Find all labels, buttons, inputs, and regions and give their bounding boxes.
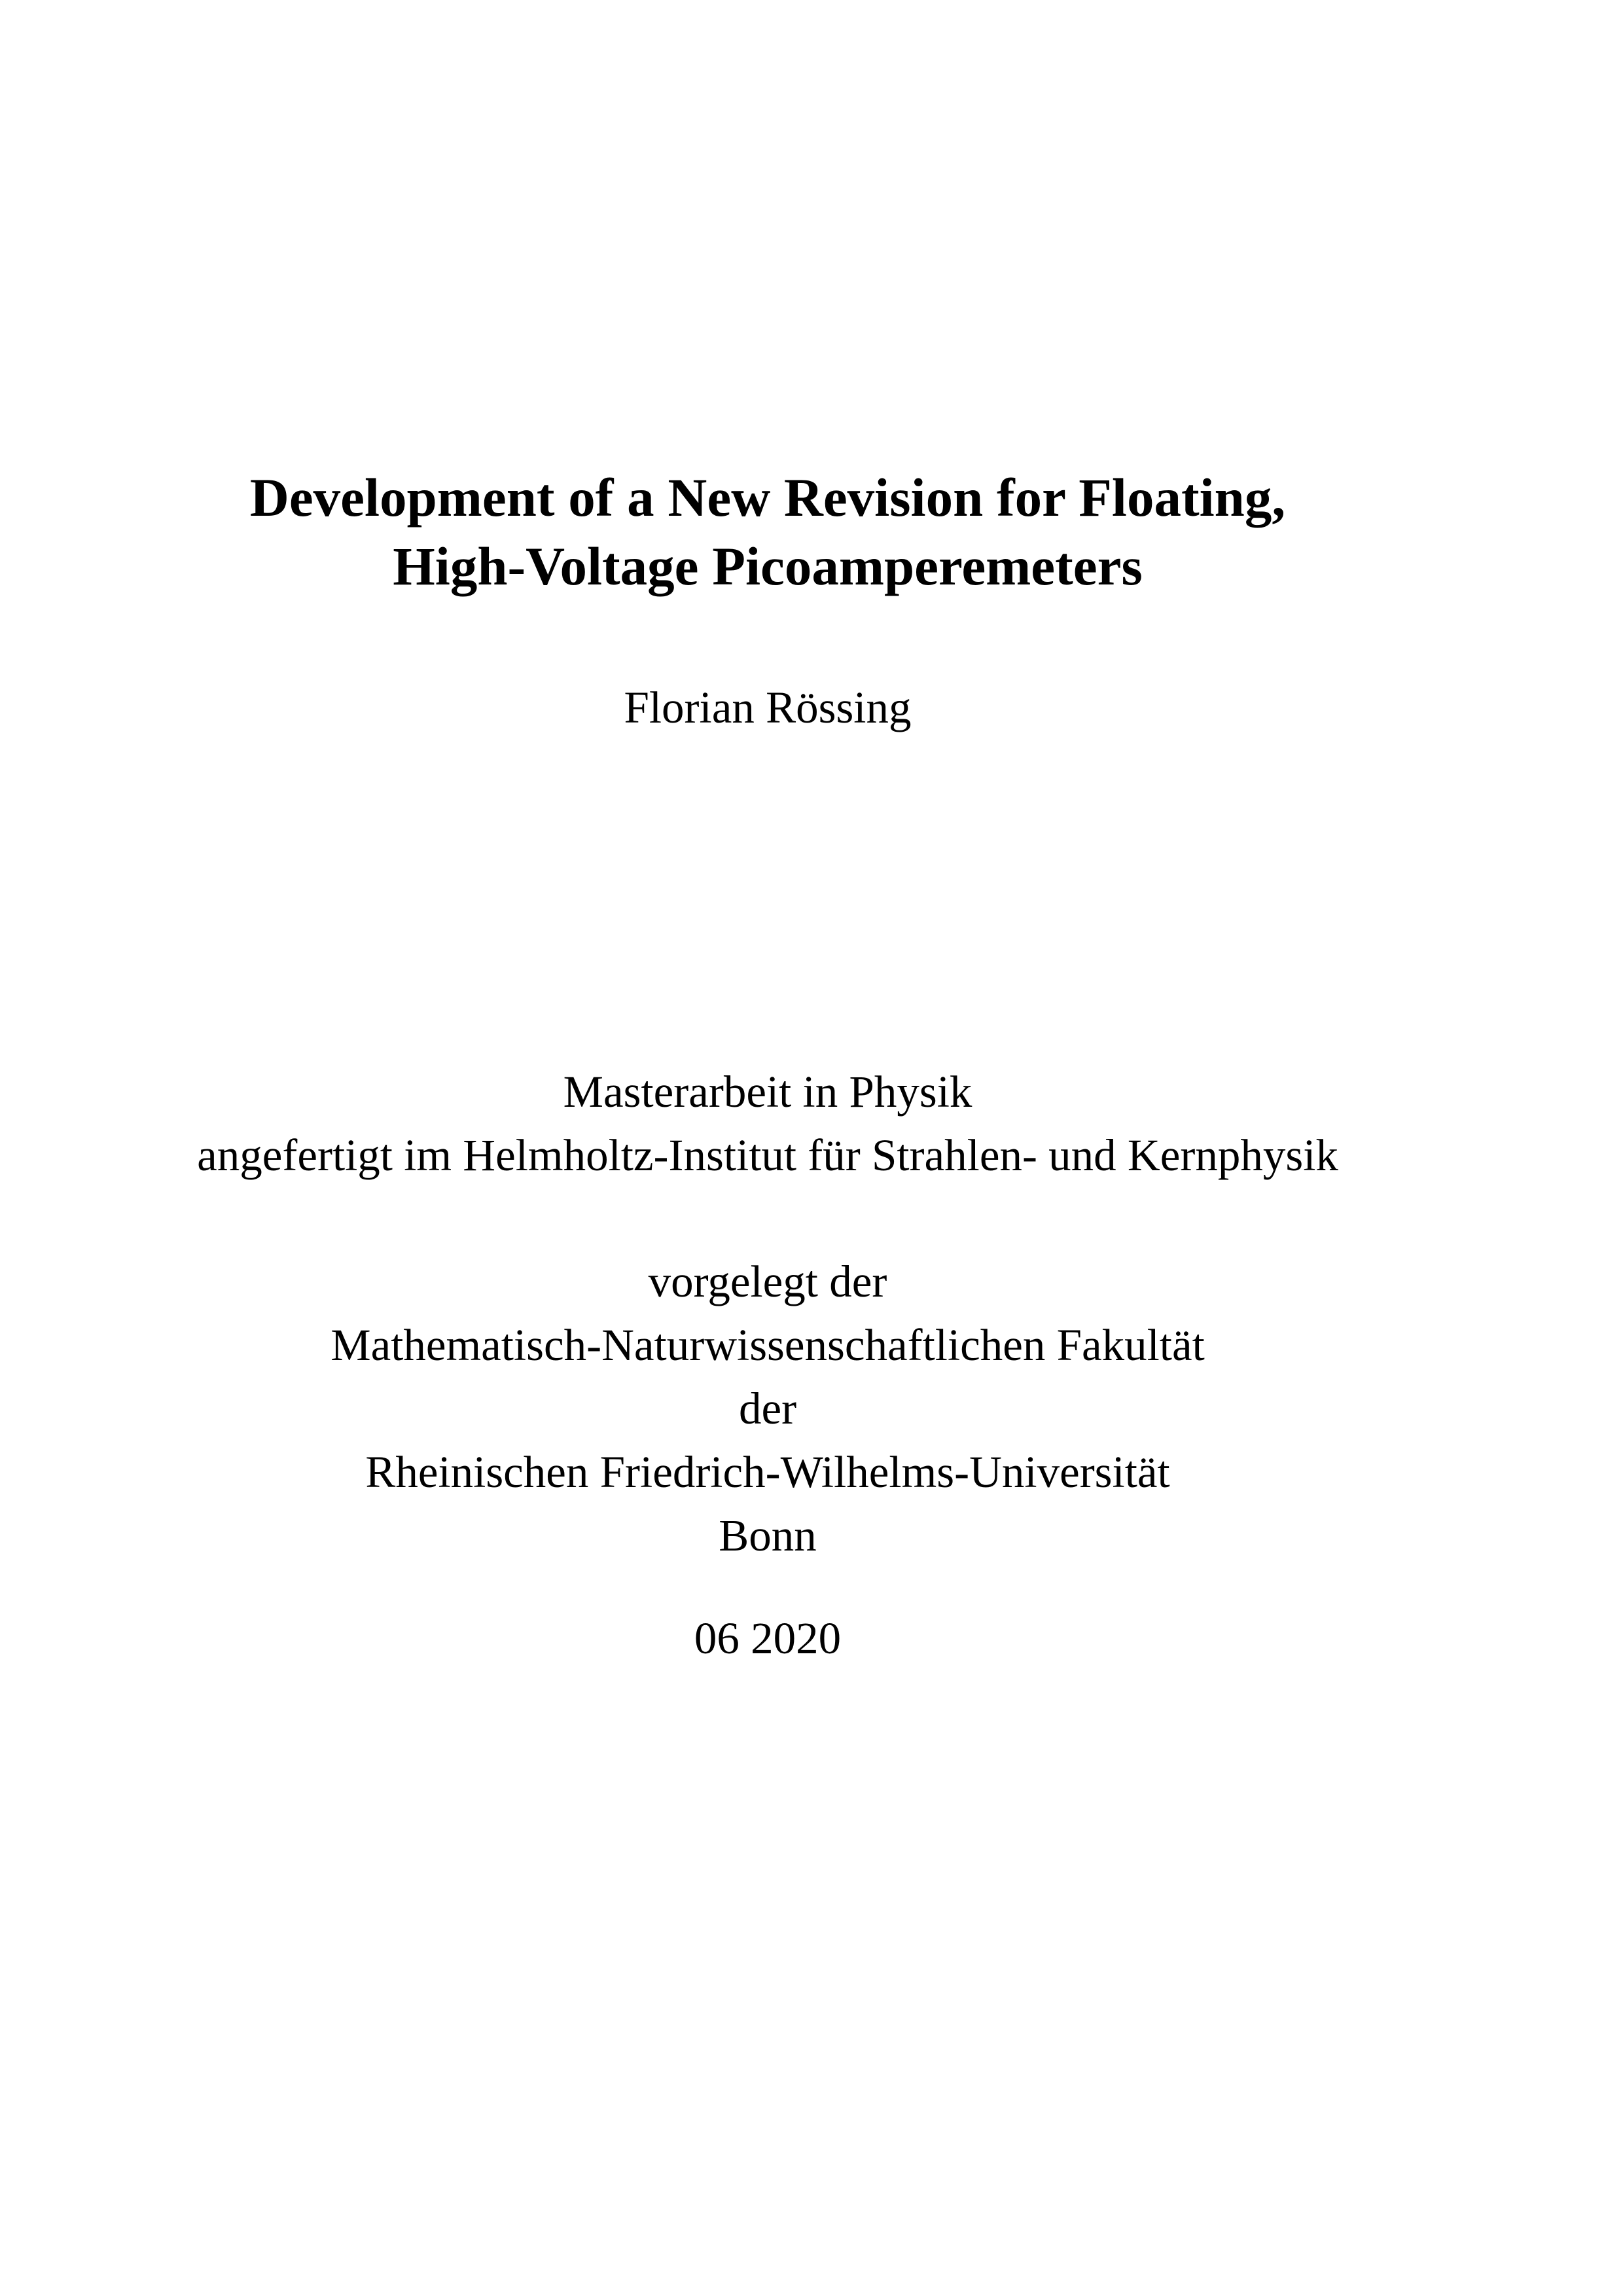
thesis-title-line-2: High-Voltage Picoamperemeters — [393, 536, 1143, 596]
submission-date: 06 2020 — [694, 1613, 842, 1663]
thesis-type: Masterarbeit in Physik — [563, 1067, 972, 1117]
submission-info — [0, 1250, 1535, 1568]
submission-line-3: der — [738, 1384, 797, 1433]
author-name: Florian Rössing — [624, 683, 912, 732]
city-name: Bonn — [719, 1511, 817, 1560]
university-name: Rheinischen Friedrich-Wilhelms-Universität — [365, 1447, 1170, 1497]
thesis-title-line-1: Development of a New Revision for Floating, — [249, 467, 1286, 528]
faculty-name: Mathematisch-Naturwissenschaftlichen Fakultät — [330, 1320, 1205, 1370]
submission-line-1: vorgelegt der — [648, 1257, 887, 1306]
thesis-institute: angefertigt im Helmholtz-Institut für Strahlen- und Kernphysik — [197, 1130, 1338, 1180]
thesis-title — [0, 463, 1535, 601]
thesis-info — [0, 1060, 1535, 1187]
